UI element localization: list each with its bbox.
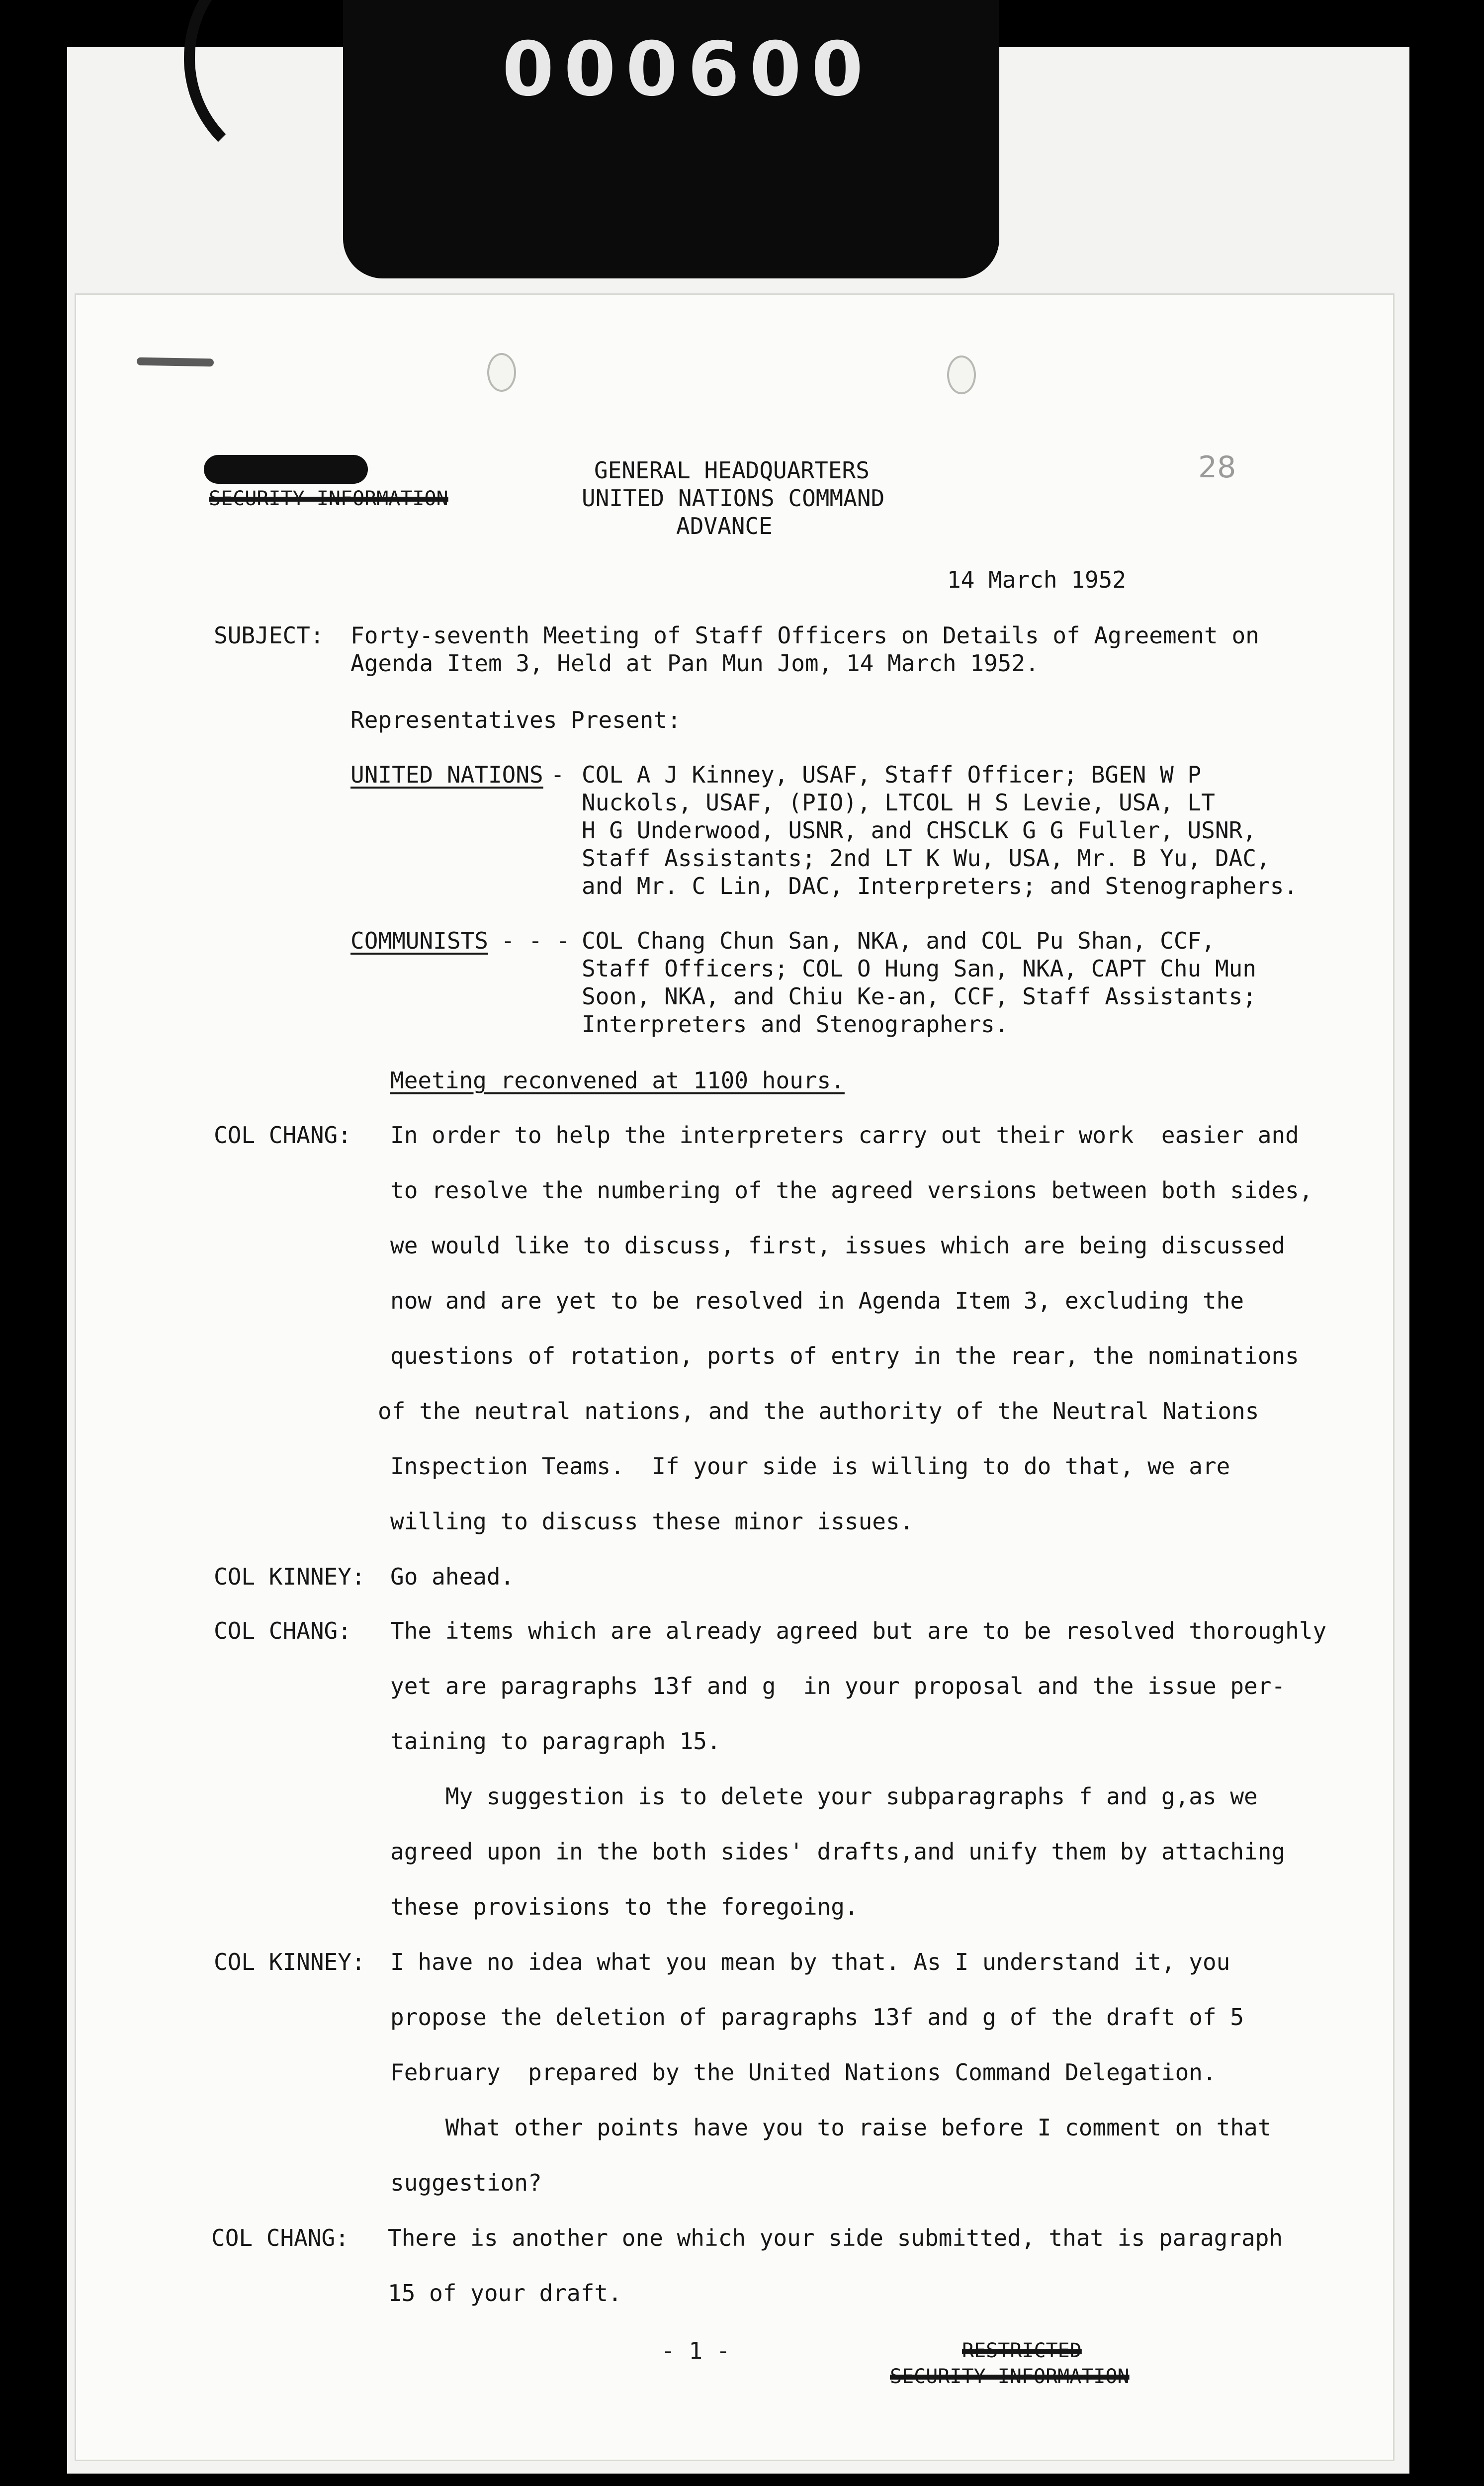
- un-line-3: H G Underwood, USNR, and CHSCLK G G Fuller, USNR,: [582, 817, 1257, 844]
- representatives-heading: Representatives Present:: [350, 707, 681, 733]
- page-number: - 1 -: [661, 2337, 730, 2364]
- redaction-blot-top: [204, 455, 368, 484]
- dialogue-line: yet are paragraphs 13f and g in your proposal and the issue per-: [390, 1673, 1286, 1699]
- dialogue-line: Go ahead.: [390, 1563, 515, 1590]
- speaker-label: COL KINNEY:: [214, 1949, 365, 1975]
- dialogue-line: propose the deletion of paragraphs 13f and g of the draft of 5: [390, 2004, 1244, 2031]
- dialogue-line: February prepared by the United Nations Command Delegation.: [390, 2059, 1217, 2086]
- header-line-2: UNITED NATIONS COMMAND: [582, 485, 885, 512]
- punch-hole-right: [947, 355, 976, 394]
- un-line-1: COL A J Kinney, USAF, Staff Officer; BGEN W P: [582, 761, 1202, 788]
- communists-line-3: Soon, NKA, and Chiu Ke-an, CCF, Staff Assistants;: [582, 983, 1257, 1010]
- header-line-1: GENERAL HEADQUARTERS: [594, 457, 870, 484]
- subject-line-2: Agenda Item 3, Held at Pan Mun Jom, 14 March 1952.: [350, 650, 1039, 677]
- speaker-label: COL CHANG:: [214, 1617, 351, 1644]
- dialogue-line: willing to discuss these minor issues.: [390, 1508, 914, 1535]
- dialogue-line: suggestion?: [390, 2169, 542, 2196]
- footer-stamp-line-2: SECURITY INFORMATION: [890, 2365, 1130, 2388]
- communists-line-4: Interpreters and Stenographers.: [582, 1011, 1009, 1038]
- communists-dash: - - -: [487, 927, 584, 954]
- dialogue-line: we would like to discuss, first, issues which are being discussed: [390, 1232, 1286, 1259]
- dialogue-line: What other points have you to raise before I comment on that: [390, 2114, 1272, 2141]
- pen-mark: [137, 357, 214, 367]
- dialogue-line: agreed upon in the both sides' drafts,and unify them by attaching: [390, 1838, 1286, 1865]
- subject-line-1: Forty-seventh Meeting of Staff Officers on Details of Agreement on: [350, 622, 1259, 649]
- dialogue-line: My suggestion is to delete your subparagraphs f and g,as we: [390, 1783, 1258, 1810]
- header-line-3: ADVANCE: [676, 513, 773, 539]
- dialogue-line: There is another one which your side submitted, that is paragraph: [388, 2224, 1283, 2251]
- un-line-5: and Mr. C Lin, DAC, Interpreters; and Stenographers.: [582, 873, 1298, 899]
- roll-number: 000600: [502, 26, 873, 113]
- dialogue-line: 15 of your draft.: [388, 2280, 622, 2307]
- un-dash: -: [537, 761, 579, 788]
- dialogue-line: of the neutral nations, and the authority of the Neutral Nations: [378, 1398, 1259, 1424]
- un-delegation-label: UNITED NATIONS: [350, 761, 543, 788]
- speaker-label: COL CHANG:: [214, 1122, 351, 1149]
- subject-label: SUBJECT:: [214, 622, 324, 649]
- dialogue-line: In order to help the interpreters carry out their work easier and: [390, 1122, 1299, 1149]
- dialogue-line: now and are yet to be resolved in Agenda Item 3, excluding the: [390, 1287, 1244, 1314]
- dialogue-line: I have no idea what you mean by that. As I understand it, you: [390, 1949, 1230, 1975]
- punch-hole-left: [487, 353, 516, 392]
- classification-stamp-top: SECURITY INFORMATION: [209, 487, 448, 510]
- communists-line-1: COL Chang Chun San, NKA, and COL Pu Shan, CCF,: [582, 927, 1215, 954]
- dialogue-line: taining to paragraph 15.: [390, 1728, 721, 1755]
- dialogue-line: to resolve the numbering of the agreed versions between both sides,: [390, 1177, 1313, 1204]
- dialogue-line: The items which are already agreed but are to be resolved thoroughly: [390, 1617, 1327, 1644]
- page-mark: 28: [1198, 450, 1236, 485]
- communists-line-2: Staff Officers; COL O Hung San, NKA, CAPT Chu Mun: [582, 955, 1257, 982]
- dialogue-line: these provisions to the foregoing.: [390, 1893, 859, 1920]
- un-line-4: Staff Assistants; 2nd LT K Wu, USA, Mr. B Yu, DAC,: [582, 845, 1270, 872]
- meeting-reconvened: Meeting reconvened at 1100 hours.: [390, 1067, 845, 1094]
- document-date: 14 March 1952: [947, 566, 1127, 593]
- speaker-label: COL CHANG:: [211, 2224, 349, 2251]
- dialogue-line: Inspection Teams. If your side is willing to do that, we are: [390, 1453, 1230, 1480]
- footer-stamp-line-1: RESTRICTED: [962, 2339, 1082, 2362]
- un-line-2: Nuckols, USAF, (PIO), LTCOL H S Levie, USA, LT: [582, 789, 1215, 816]
- communists-delegation-label: COMMUNISTS: [350, 927, 488, 954]
- dialogue-line: questions of rotation, ports of entry in the rear, the nominations: [390, 1342, 1299, 1369]
- speaker-label: COL KINNEY:: [214, 1563, 365, 1590]
